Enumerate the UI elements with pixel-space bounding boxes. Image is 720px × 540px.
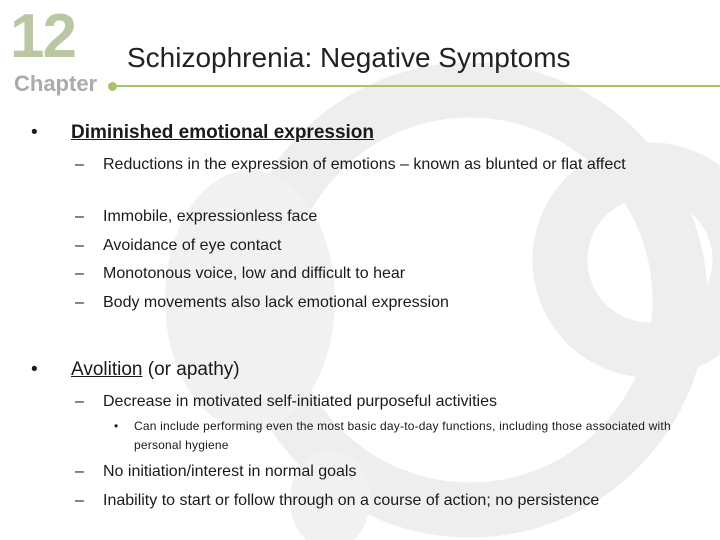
list-item-text: Decrease in motivated self-initiated purposeful activities (103, 393, 497, 410)
dash-icon: – (75, 463, 84, 480)
chapter-label: Chapter (14, 71, 98, 96)
section-heading-diminished-expression (31, 121, 375, 145)
list-item (75, 259, 406, 288)
dash-icon: – (75, 294, 84, 311)
list-item-text: No initiation/interest in normal goals (103, 463, 357, 480)
chapter-number: 12 (10, 2, 75, 71)
list-item-text: Inability to start or follow through on a course of action; no persistence (103, 492, 600, 509)
dash-icon: – (75, 265, 84, 282)
list-item (75, 387, 497, 416)
list-item (75, 231, 282, 260)
sub-list-item (114, 417, 694, 455)
list-item-text: Reductions in the expression of emotions – known as blunted or flat affect (103, 156, 626, 173)
list-item-text: Immobile, expressionless face (103, 208, 318, 225)
list-item-text: Monotonous voice, low and difficult to hear (103, 265, 406, 282)
list-item (75, 486, 600, 515)
dash-icon: – (75, 237, 84, 254)
section-heading-text: Diminished emotional expression (71, 122, 375, 143)
list-item (75, 150, 673, 179)
bullet-icon: • (31, 359, 38, 380)
dash-icon: – (75, 208, 84, 225)
dash-icon: – (75, 393, 84, 410)
bullet-icon: • (114, 419, 119, 433)
list-item (75, 288, 449, 317)
list-item (75, 202, 318, 231)
dash-icon: – (75, 492, 84, 509)
section-heading-suffix: (or apathy) (142, 359, 240, 380)
list-item-text: Body movements also lack emotional expression (103, 294, 449, 311)
section-heading-text: Avolition (71, 359, 143, 380)
list-item-text: Avoidance of eye contact (103, 237, 282, 254)
list-item (75, 457, 357, 486)
slide-title: Schizophrenia: Negative Symptoms (127, 42, 571, 73)
section-heading-avolition (31, 358, 240, 382)
bullet-icon: • (31, 122, 38, 143)
dash-icon: – (75, 156, 84, 173)
sub-list-item-text: Can include performing even the most basic day-to-day functions, including those associated with personal hygiene (134, 419, 671, 452)
